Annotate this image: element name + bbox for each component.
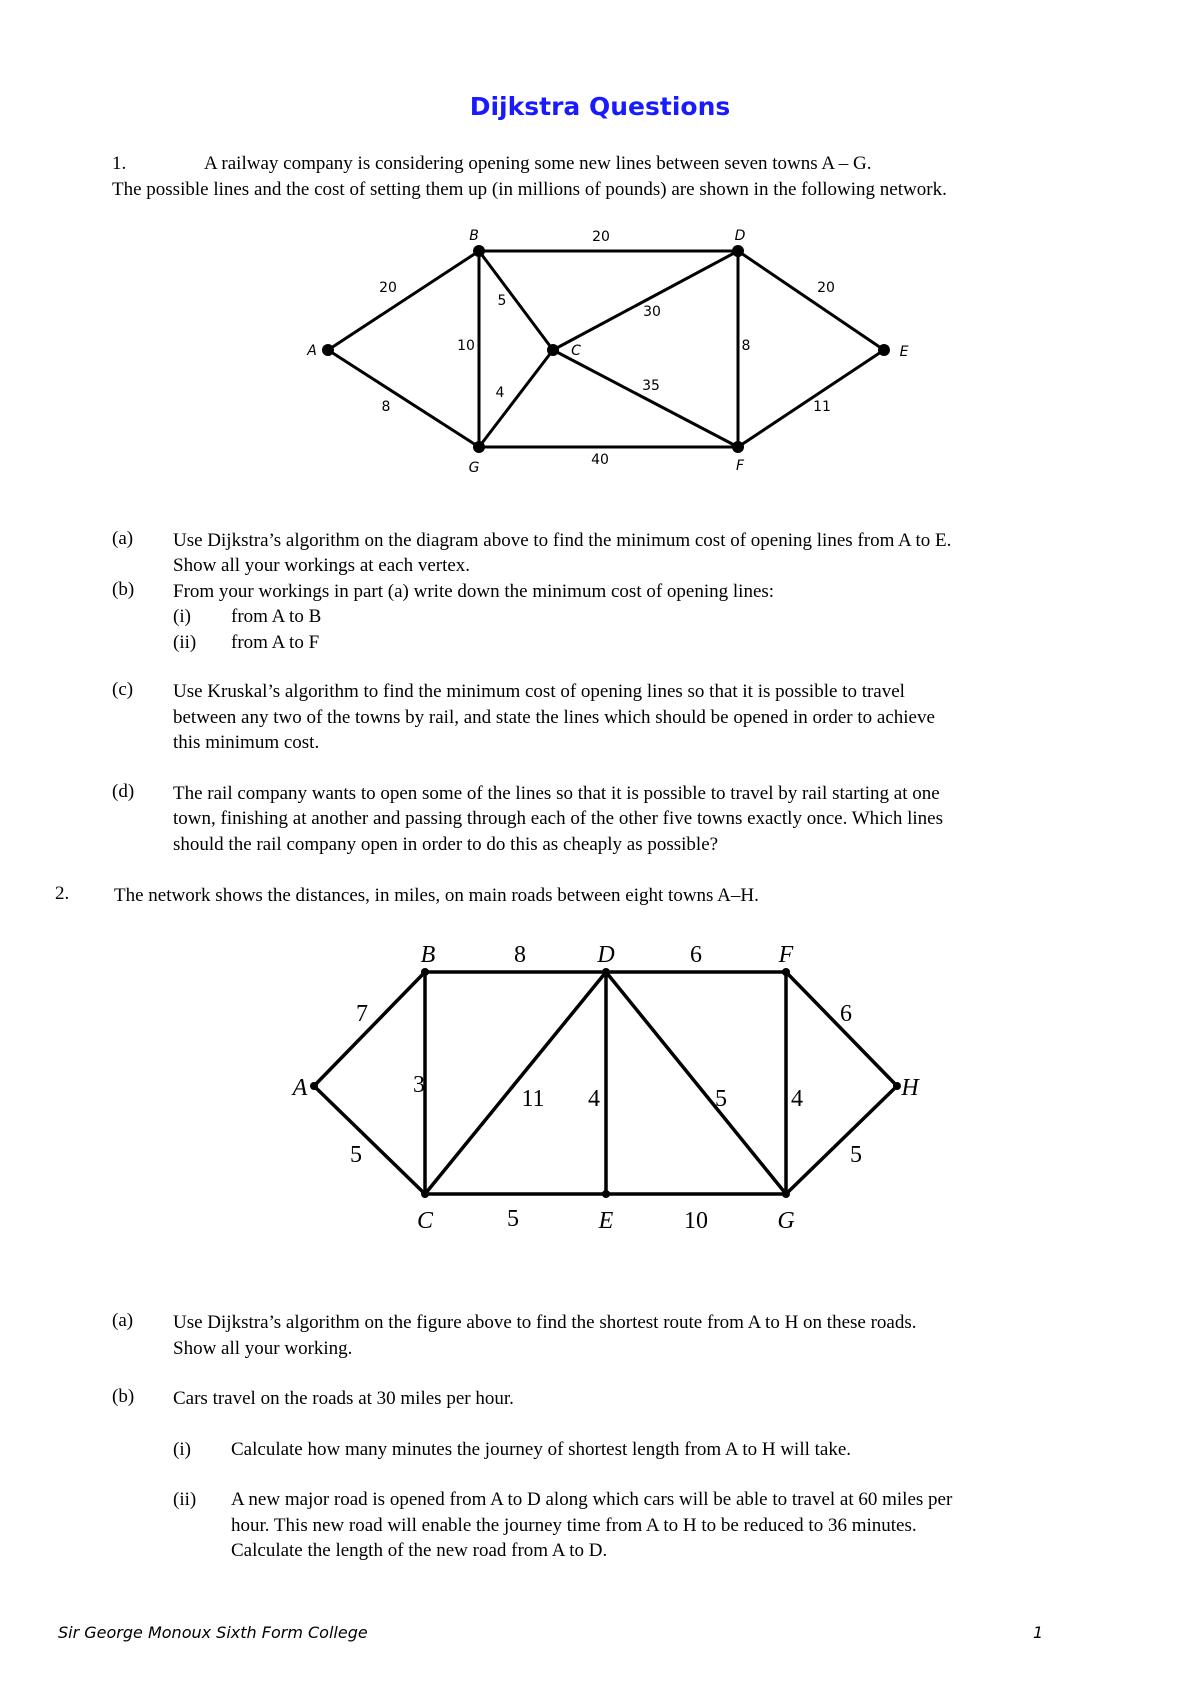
node-label-D: D <box>734 228 746 244</box>
q1-part-c-line-2: between any two of the towns by rail, and state the lines which should be opened in order to achieve <box>173 707 935 728</box>
footer-page-number: 1 <box>1033 1623 1044 1642</box>
edge-weight-FH: 6 <box>840 1001 852 1027</box>
node-label-B: B <box>420 942 436 968</box>
node-label-G: G <box>777 1208 795 1234</box>
q1-part-d-label: (d) <box>112 781 135 802</box>
node-G <box>782 1190 790 1198</box>
node-A <box>310 1082 318 1090</box>
q1-part-b-i-label: (i) <box>173 606 191 627</box>
node-label-D: D <box>597 942 615 968</box>
edge-AB <box>314 972 425 1086</box>
node-C <box>421 1190 429 1198</box>
q1-part-b-label: (b) <box>112 579 135 600</box>
q1-part-a-line-2: Show all your workings at each vertex. <box>173 555 471 576</box>
edge-weight-BD: 20 <box>592 229 610 245</box>
edge-BC <box>479 251 553 350</box>
node-H <box>893 1082 901 1090</box>
node-C <box>547 344 559 356</box>
node-label-E: E <box>899 344 909 360</box>
edge-weight-CF: 35 <box>642 378 660 394</box>
q2-intro: The network shows the distances, in miles, on main roads between eight towns A–H. <box>114 885 759 906</box>
q2-part-b-ii-line-1: A new major road is opened from A to D along which cars will be able to travel at 60 miles per <box>231 1489 953 1510</box>
q2-part-b-ii-line-3: Calculate the length of the new road from A to D. <box>231 1540 608 1561</box>
edge-weight-CD: 11 <box>521 1086 545 1112</box>
q1-part-c-line-3: this minimum cost. <box>173 732 320 753</box>
q1-part-a-line-1: Use Dijkstra’s algorithm on the diagram above to find the minimum cost of opening lines from A to E. <box>173 530 952 551</box>
q2-number: 2. <box>55 883 70 904</box>
node-E <box>878 344 890 356</box>
edge-weight-CG: 4 <box>495 385 505 401</box>
node-label-H: H <box>901 1075 919 1101</box>
q2-part-b-label: (b) <box>112 1386 135 1407</box>
q1-part-a-label: (a) <box>112 528 134 549</box>
node-label-F: F <box>735 458 745 474</box>
edge-DG <box>606 972 786 1194</box>
q1-part-b-ii-text: from A to F <box>231 632 320 653</box>
footer-college: Sir George Monoux Sixth Form College <box>58 1623 368 1642</box>
q1-part-c-line-1: Use Kruskal’s algorithm to find the minimum cost of opening lines so that it is possible to travel <box>173 681 905 702</box>
node-label-C: C <box>416 1208 434 1234</box>
edge-weight-FG: 4 <box>791 1086 803 1112</box>
edge-EF <box>738 350 884 447</box>
q1-part-d-line-1: The rail company wants to open some of the lines so that it is possible to travel by rail starting at one <box>173 783 940 804</box>
edge-AC <box>314 1086 425 1194</box>
node-E <box>602 1190 610 1198</box>
edge-DE <box>738 251 884 350</box>
q2-part-a-line-2: Show all your working. <box>173 1338 353 1359</box>
edge-weight-BD: 8 <box>514 942 526 968</box>
node-label-E: E <box>598 1208 614 1234</box>
edge-weight-CE: 5 <box>507 1206 519 1232</box>
node-G <box>473 441 485 453</box>
q2-part-b-line-1: Cars travel on the roads at 30 miles per hour. <box>173 1388 514 1409</box>
q1-part-b-i-text: from A to B <box>231 606 322 627</box>
edge-AG <box>328 350 479 447</box>
q1-part-c-label: (c) <box>112 679 134 700</box>
edge-weight-AC: 5 <box>350 1142 362 1168</box>
q2-part-b-i-text: Calculate how many minutes the journey of shortest length from A to H will take. <box>231 1439 852 1460</box>
edge-weight-EF: 11 <box>813 399 831 415</box>
q2-part-b-i-label: (i) <box>173 1439 191 1460</box>
edge-CG <box>479 350 553 447</box>
q1-part-d-line-2: town, finishing at another and passing through each of the other five towns exactly once. Which lines <box>173 808 944 829</box>
edge-weight-AG: 8 <box>381 399 391 415</box>
q2-part-a-line-1: Use Dijkstra’s algorithm on the figure above to find the shortest route from A to H on these roads. <box>173 1312 917 1333</box>
node-F <box>782 968 790 976</box>
page-title: Dijkstra Questions <box>469 92 731 121</box>
q1-part-b-ii-label: (ii) <box>173 632 197 653</box>
node-label-A: A <box>292 1075 308 1101</box>
q2-part-a-label: (a) <box>112 1310 134 1331</box>
edge-weight-BC: 5 <box>497 293 507 309</box>
q2-part-b-ii-line-2: hour. This new road will enable the journey time from A to H to be reduced to 36 minutes. <box>231 1515 917 1536</box>
node-label-F: F <box>778 942 794 968</box>
edge-weight-DG: 5 <box>715 1086 727 1112</box>
edge-weight-DF: 8 <box>741 338 751 354</box>
q1-part-d-line-3: should the rail company open in order to do this as cheaply as possible? <box>173 834 719 855</box>
q1-intro-line-1: A railway company is considering opening some new lines between seven towns A – G. <box>204 153 872 174</box>
edge-weight-DF: 6 <box>690 942 702 968</box>
edge-weight-DE: 20 <box>817 280 835 296</box>
edge-AB <box>328 251 479 350</box>
node-label-B: B <box>469 228 479 244</box>
node-B <box>473 245 485 257</box>
q2-network <box>291 942 921 1234</box>
node-label-G: G <box>468 460 480 476</box>
edge-weight-CD: 30 <box>643 304 661 320</box>
edge-weight-DE: 4 <box>588 1086 600 1112</box>
edge-weight-GH: 5 <box>850 1142 862 1168</box>
node-D <box>602 968 610 976</box>
node-label-A: A <box>307 343 317 359</box>
node-A <box>322 344 334 356</box>
q1-network <box>306 228 908 476</box>
edge-weight-AB: 20 <box>379 280 397 296</box>
edge-CD <box>553 251 738 350</box>
q1-number: 1. <box>112 153 127 174</box>
edge-CF <box>553 350 738 447</box>
node-F <box>732 441 744 453</box>
node-label-C: C <box>571 343 581 359</box>
edge-weight-EG: 10 <box>684 1208 708 1234</box>
edge-weight-GF: 40 <box>591 452 609 468</box>
node-B <box>421 968 429 976</box>
edge-weight-BG: 10 <box>457 338 475 354</box>
edge-CD <box>425 972 606 1194</box>
q1-intro-line-2: The possible lines and the cost of setting them up (in millions of pounds) are shown in the following network. <box>112 179 947 200</box>
edge-FH <box>786 972 897 1086</box>
node-D <box>732 245 744 257</box>
edge-weight-AB: 7 <box>356 1001 368 1027</box>
edge-weight-BC: 3 <box>413 1072 425 1098</box>
q1-part-b-line-1: From your workings in part (a) write down the minimum cost of opening lines: <box>173 581 775 602</box>
q2-part-b-ii-label: (ii) <box>173 1489 197 1510</box>
